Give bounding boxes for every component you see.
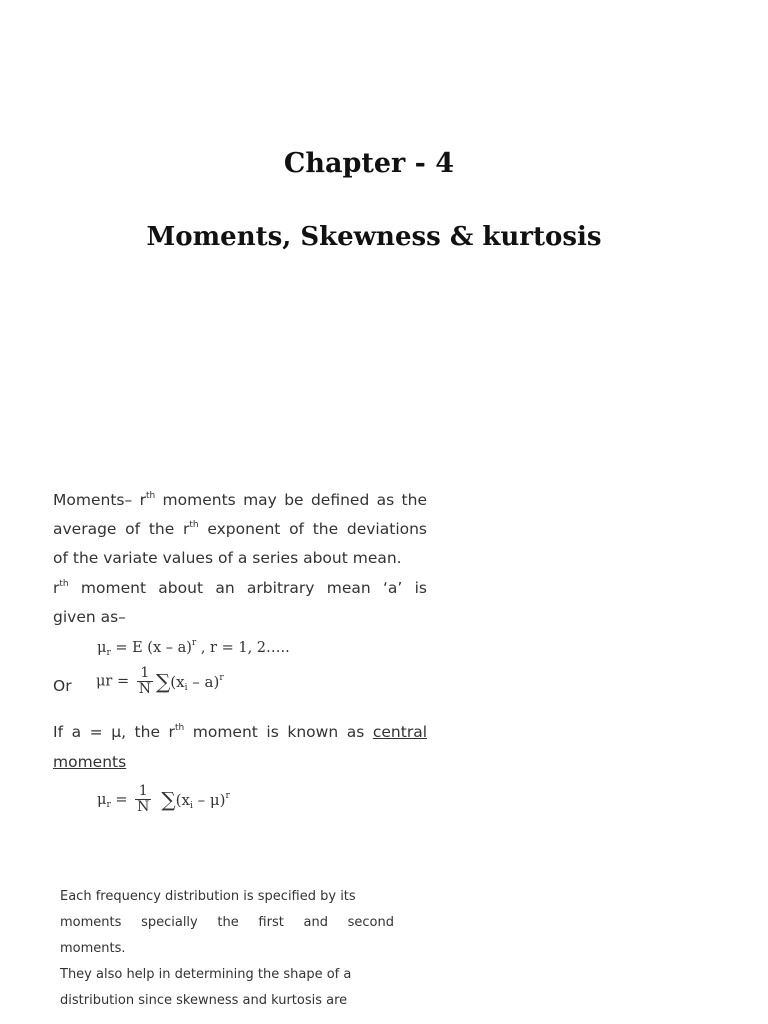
paragraph2-line-1: Each frequency distribution is specified by its [60, 889, 356, 904]
definition-line-2: average of the $r^{th}$ exponent of the deviations [53, 520, 428, 538]
definition-line-5: given as– [53, 608, 126, 626]
definition-line-1: Moments– $r^{th}$ moments may be defined as the [53, 491, 427, 509]
paragraph2-line-5: distribution since skewness and kurtosis are [60, 993, 348, 1008]
fraction-1-over-n: $\frac{1}{N}$ [138, 665, 151, 697]
formula-expectation: $\mu_r = E$ (x – a)$^r$ , r = 1, 2….. [97, 638, 290, 658]
formula-sum-about-a: μr = $\frac{1}{N}$ $\sum(x_i - a)^r$ [96, 665, 224, 697]
chapter-heading: Chapter - 4 [283, 148, 455, 179]
definition-line-3: of the variate values of a series about mean. [53, 549, 402, 567]
moments-term-line [53, 753, 427, 771]
paragraph2-line-3: moments. [60, 941, 126, 956]
moments-term: moments [53, 753, 127, 771]
fraction-1-over-n-central: $\frac{1}{N}$ [137, 783, 150, 815]
central-moments-line: If a = μ, the $r^{th}$ moment is known as central [53, 723, 427, 741]
sigma-symbol: ∑ [155, 669, 171, 694]
chapter-title: Moments, Skewness & kurtosis [146, 222, 602, 252]
paragraph2-line-4: They also help in determining the shape of a [60, 967, 352, 982]
formula-central-moment: $\mu_r$ = $\frac{1}{N}$ $\sum(x_i - \mu)^r$ [97, 783, 230, 815]
central-term: central [372, 723, 427, 741]
paragraph2-line-2: moments specially the first and second [60, 915, 394, 930]
definition-line-4: $r^{th}$ moment about an arbitrary mean ‘a’ is [53, 579, 427, 597]
sigma-symbol-central: ∑ [161, 787, 176, 812]
or-label: Or [53, 677, 72, 695]
